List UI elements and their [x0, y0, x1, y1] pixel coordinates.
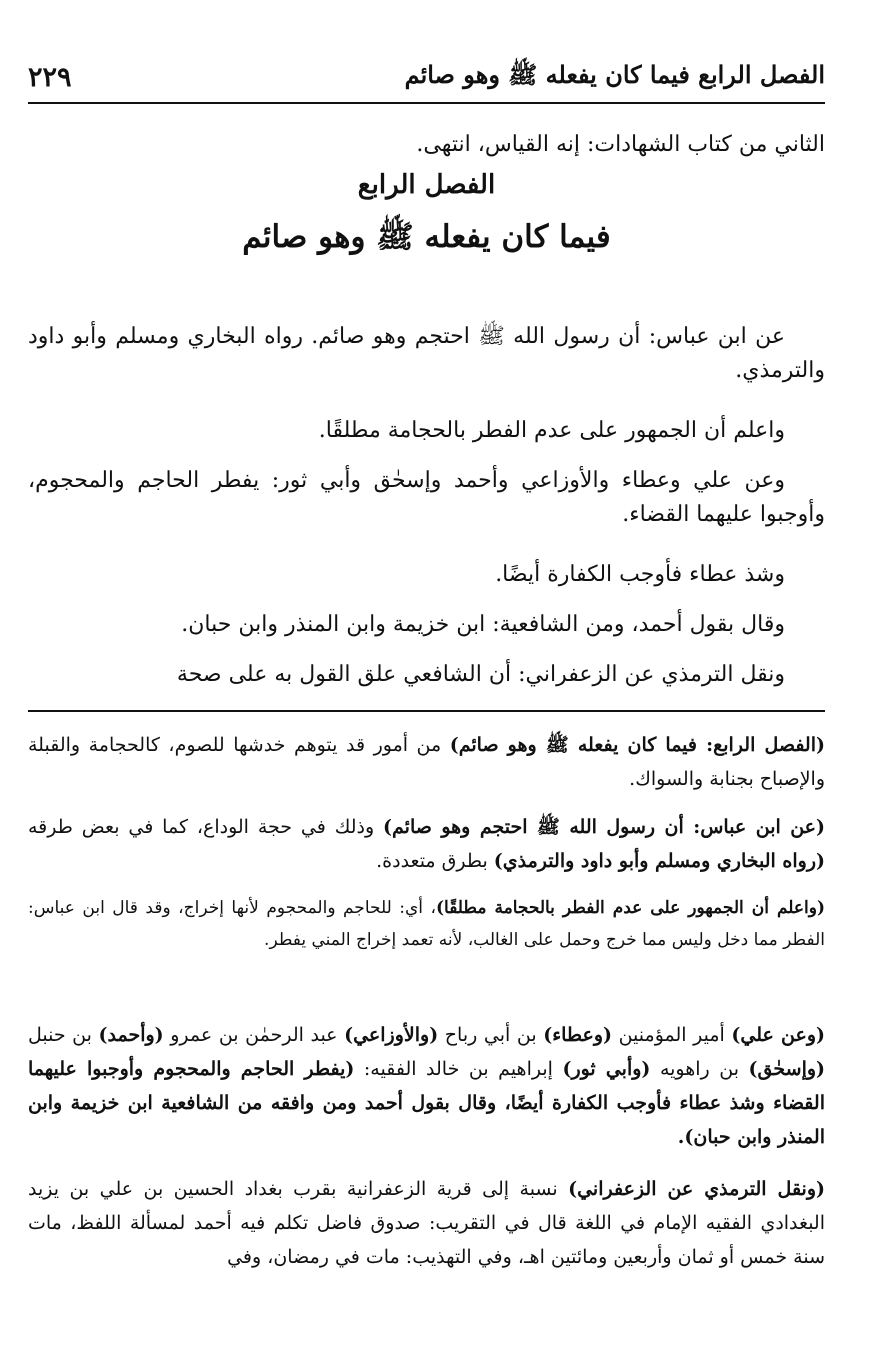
commentary-paragraph-majority	[28, 892, 825, 956]
commentary-text: من أمور قد يتوهم خدشها للصوم، كالحجامة والقبلة والإصباح بجنابة والسواك.	[28, 734, 825, 790]
page-number: ٢٢٩	[28, 61, 72, 93]
commentary-part: (وعطاء)	[543, 1024, 613, 1046]
commentary-text: نسبة إلى قرية الزعفرانية بقرب بغداد الحسين بن علي بن يزيد البغدادي الفقيه الإمام في اللغة قال في التقريب: صدوق فاضل تكلم فيه أحمد لمسألة اللفظ، مات سنة خمس أو ثمان وأربعين ومائتين اهـ، وفي التهذيب: مات في رمضان، وفي	[28, 1178, 825, 1268]
commentary-text: وذلك في حجة الوداع، كما في بعض طرقه	[28, 816, 384, 838]
commentary-paragraph-hadith	[28, 810, 825, 878]
commentary-part: (وأبي ثور)	[562, 1058, 651, 1080]
body-paragraph-ata: وشذ عطاء فأوجب الكفارة أيضًا.	[495, 562, 785, 587]
body-paragraph-tirmidhi: ونقل الترمذي عن الزعفراني: أن الشافعي علق القول به على صحة	[176, 662, 785, 687]
commentary-lemma: (الفصل الرابع: فيما كان يفعله ﷺ وهو صائم)	[449, 734, 825, 756]
commentary-paragraph-opinions	[28, 1018, 825, 1158]
chapter-title: فيما كان يفعله ﷺ وهو صائم	[242, 219, 611, 255]
commentary-part: (وعن علي)	[731, 1024, 825, 1046]
commentary-text: ، أي: للحاجم والمحجوم لأنها إخراج، وقد قال ابن عباس: الفطر مما دخل وليس مما خرج وحمل على الغالب، لأنه تعمد إخراج المني يفطر.	[28, 898, 825, 950]
commentary-paragraph-zafarani	[28, 1172, 825, 1278]
commentary-part: عبد الرحمٰن بن عمرو	[163, 1024, 345, 1046]
commentary-part: (وأحمد)	[98, 1024, 164, 1046]
commentary-lemma: (عن ابن عباس: أن رسول الله ﷺ احتجم وهو صائم)	[383, 816, 826, 838]
commentary-lemma: (ونقل الترمذي عن الزعفراني)	[568, 1178, 826, 1200]
commentary-part: أمير المؤمنين	[612, 1024, 732, 1046]
intro-line: الثاني من كتاب الشهادات: إنه القياس، انتهى.	[416, 132, 825, 157]
commentary-part: (يفطر الحاجم والمحجوم وأوجبوا عليهما القضاء وشذ عطاء فأوجب الكفارة أيضًا، وقال بقول أحمد ومن وافقه من الشافعية ابن خزيمة وابن المنذر وابن حبان).	[28, 1058, 825, 1148]
commentary-lemma: (رواه البخاري ومسلم وأبو داود والترمذي)	[493, 850, 825, 872]
commentary-part: (والأوزاعي)	[344, 1024, 439, 1046]
footnote-divider	[28, 710, 825, 712]
commentary-paragraph-chapter	[28, 728, 825, 796]
body-paragraph-hadith: عن ابن عباس: أن رسول الله ﷺ احتجم وهو صائم. رواه البخاري ومسلم وأبو داود والترمذي.	[28, 324, 825, 383]
commentary-text: بطرق متعددة.	[376, 850, 494, 872]
chapter-label: الفصل الرابع	[357, 170, 496, 200]
body-paragraph-majority: واعلم أن الجمهور على عدم الفطر بالحجامة مطلقًا.	[318, 418, 785, 443]
commentary-part: بن حنبل	[28, 1024, 99, 1046]
commentary-part: بن راهويه	[650, 1058, 749, 1080]
running-header	[28, 52, 825, 104]
commentary-lemma: (واعلم أن الجمهور على عدم الفطر بالحجامة مطلقًا)	[435, 898, 826, 918]
body-paragraph-shafiiyya: وقال بقول أحمد، ومن الشافعية: ابن خزيمة وابن المنذر وابن حبان.	[181, 612, 785, 637]
commentary-part: بن أبي رباح	[438, 1024, 544, 1046]
running-header-title: الفصل الرابع فيما كان يفعله ﷺ وهو صائم	[404, 59, 825, 89]
commentary-part: إبراهيم بن خالد الفقيه:	[354, 1058, 563, 1080]
body-paragraph-opinions: وعن علي وعطاء والأوزاعي وأحمد وإسحٰق وأبي ثور: يفطر الحاجم والمحجوم، وأوجبوا عليهما القضاء.	[28, 468, 825, 527]
commentary-part: (وإسحٰق)	[748, 1058, 826, 1080]
